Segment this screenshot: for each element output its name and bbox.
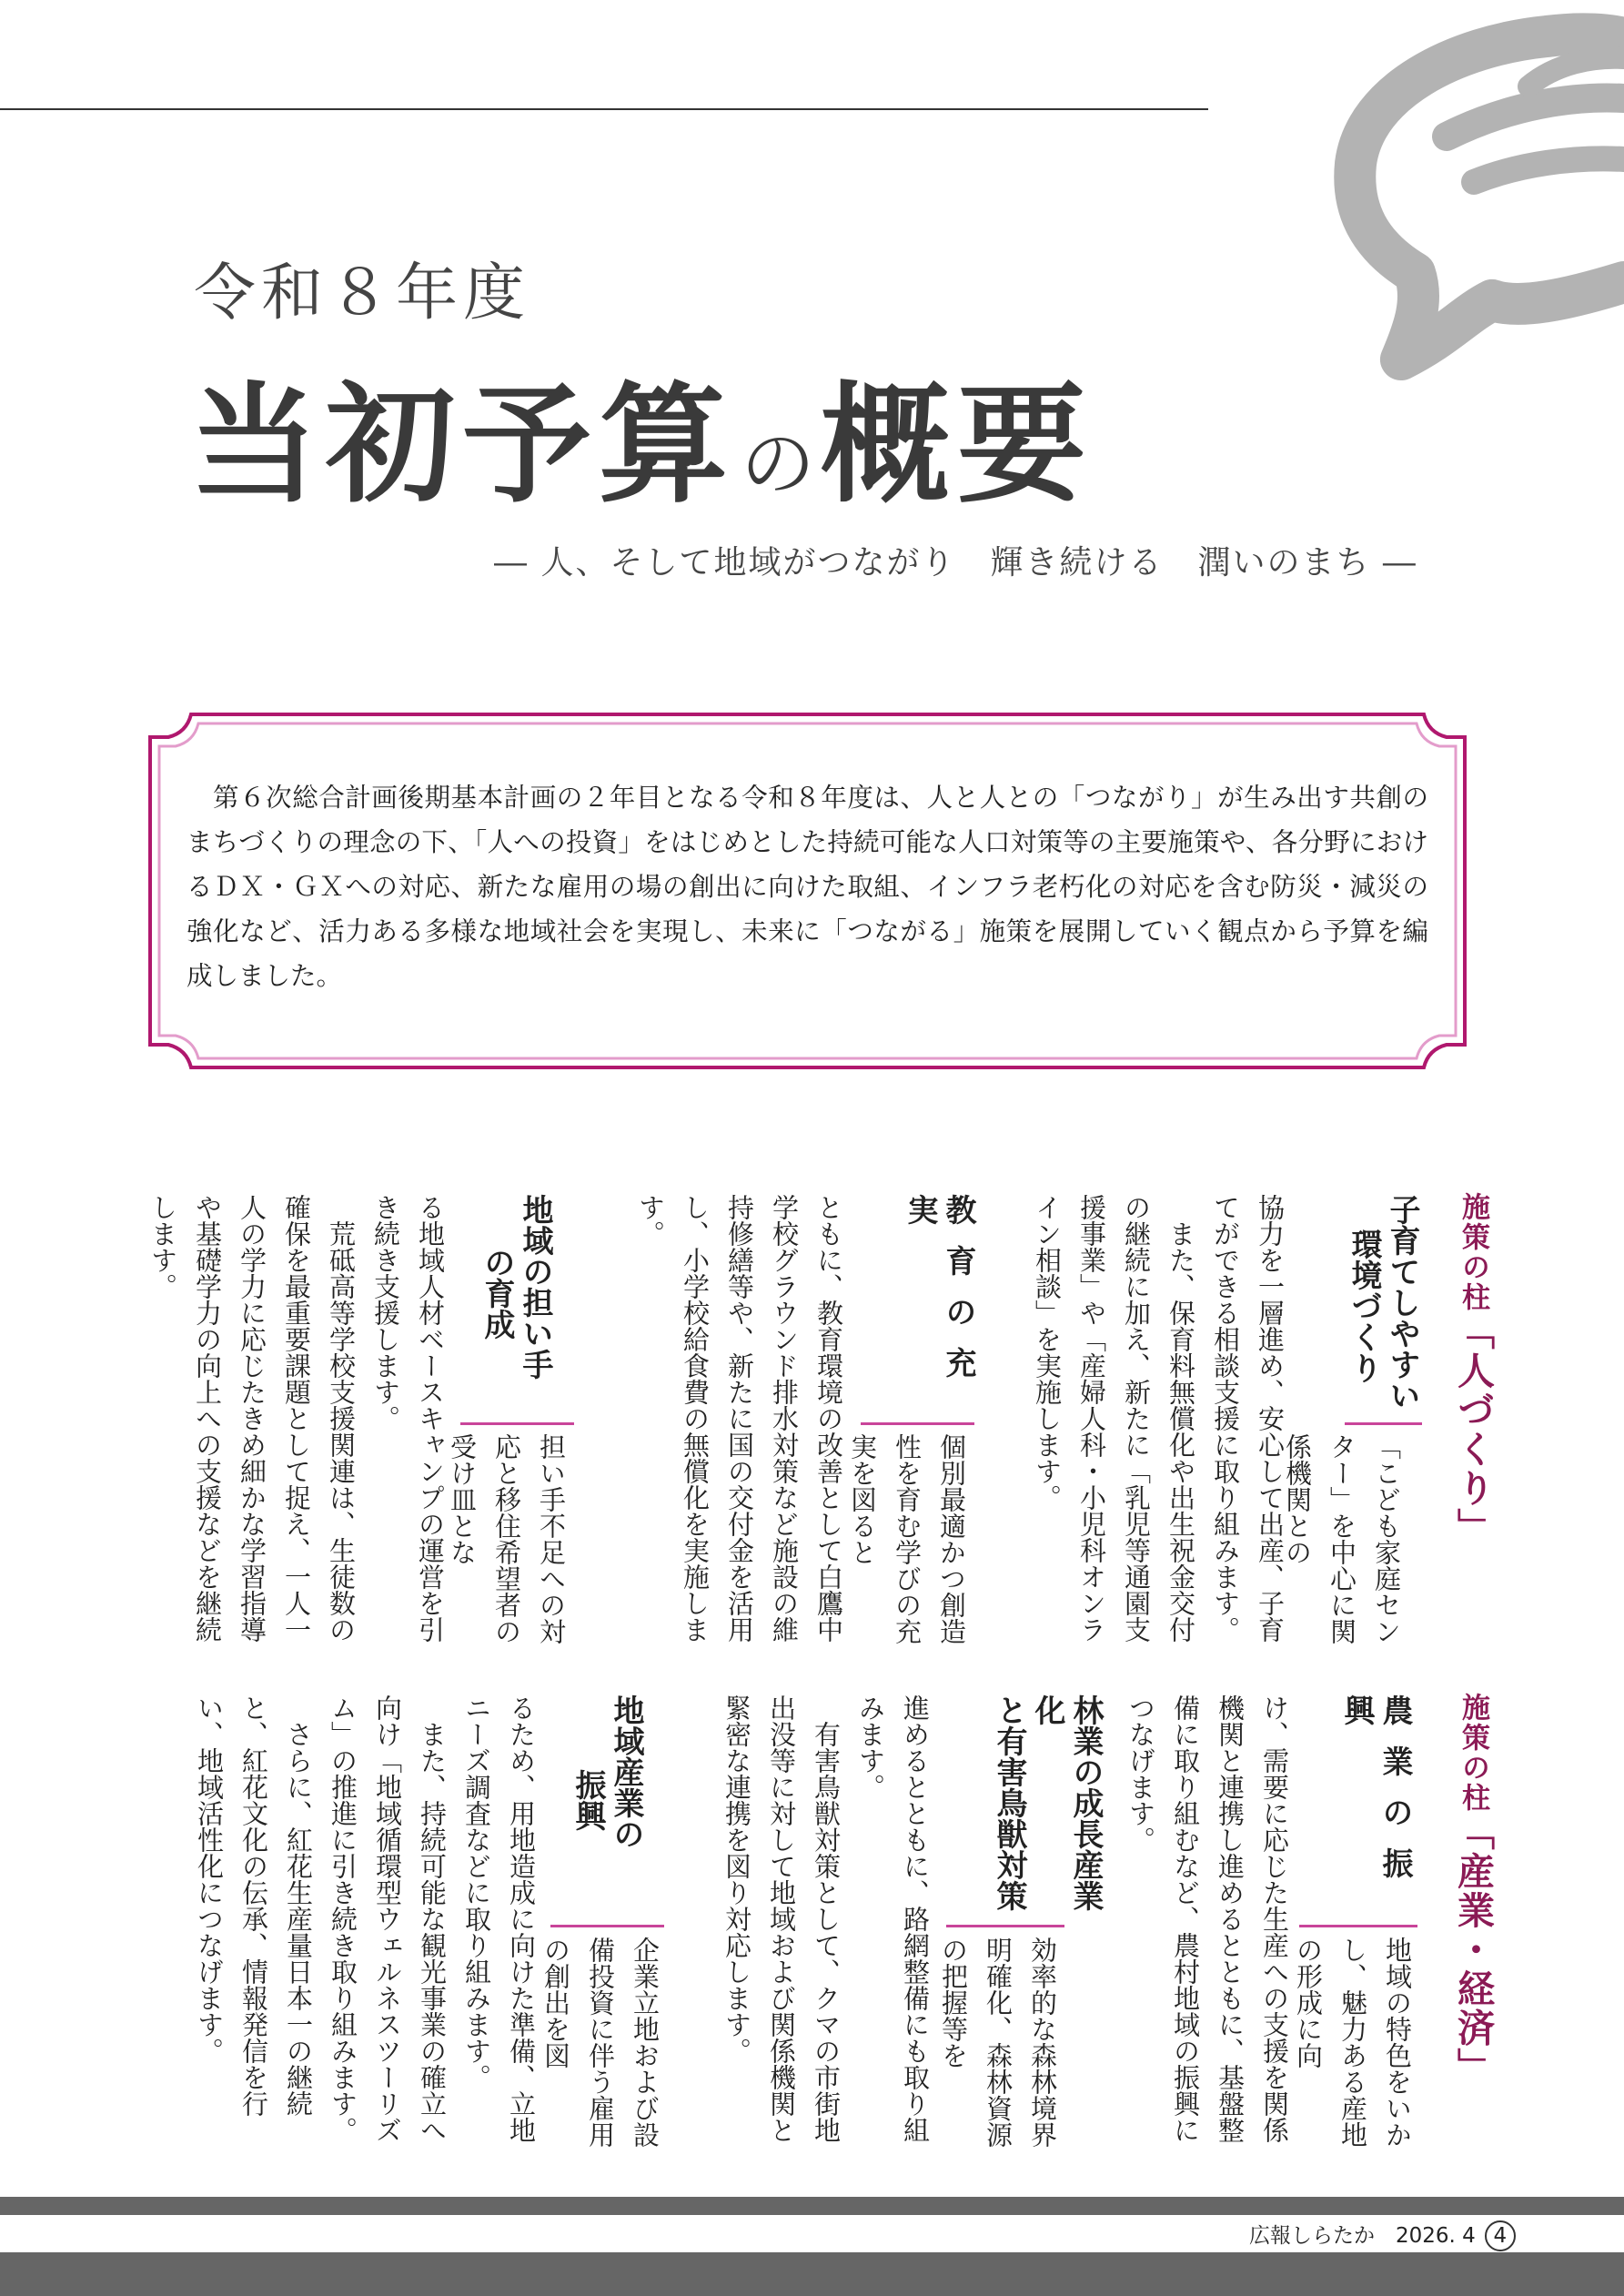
section-heading-forestry: 林業の成長産業化 と有害鳥獣対策 [991,1694,1104,1911]
section-heading-agriculture: 農業の振興 [1338,1694,1413,1898]
section-body-agriculture: け、需要に応じた生産への支援を関係機関と連携し進めるとともに、基盤整備に取り組むなど、農村地域の振興につなげます。 [1125,1694,1290,2143]
section-heading-childcare: 子育てしやすい 環境づくり [1346,1194,1420,1411]
section-lead-education: 個別最適かつ創造性を育む学びの充実を図ると [847,1433,967,1644]
section-lead-childcare: 「こども家庭センター」を中心に関係機関との [1282,1433,1402,1644]
title-part-a: 当初予算 [189,369,735,521]
pillar-2-title [1447,1693,1500,2087]
top-rule [0,108,1208,110]
page-footer [1249,2219,1516,2251]
title-particle: の [741,421,816,508]
section-body-forestry: 進めるとともに、路網整備にも取り組みます。 有害鳥獣対策として、クマの市街地出没等に対して地域および関係機関と緊密な連携を図り対応します。 [721,1694,931,2143]
intro-box [146,710,1469,1072]
pillar-1-title [1447,1192,1500,1547]
intro-text: 第６次総合計画後期基本計画の２年目となる令和８年度は、人と人との「つながり」が生み出す共創のまちづくりの理念の下、「人への投資」をはじめとした持続可能な人口対策等の主要施策や、各分野におけるＤＸ・ＧＸへの対応、新たな雇用の場の創出に向けた取組、インフラ老朽化の対応を含む防災・減災の強化など、活力ある多様な地域社会を実現し、未来に「つながる」施策を展開していく観点から予算を編成しました。 [187,783,1428,991]
pillar-2-name: 「産業・経済」 [1451,1813,1495,2087]
section-body-childcare: 協力を一層進め、安心して出産、子育てができる相談支援に取り組みます。 また、保育料無償化や出生祝金交付の継続に加え、新たに「乳児等通園支援事業」や「産婦人科・小児科オンライン相談」を実施します。 [1032,1194,1286,1643]
slogan-subtitle: ― 人、そして地域がつながり 輝き続ける 潤いのまち ― [494,544,1417,582]
section-lead-industry: 企業立地および設備投資に伴う雇用の創出を図 [540,1937,661,2148]
fiscal-year-heading: 令和８年度 [194,258,531,329]
section-body-industry: るため、用地造成に向けた準備、立地ニーズ調査などに取り組みます。 また、持続可能な観光事業の確立へ向け「地域循環型ウェルネスツーリズム」の推進に引き続き取り組みます。 さらに、紅花生産量日本一の継続と、紅花文化の伝承、情報発信を行い、地域活性化につなげます。 [194,1694,537,2143]
footer-bar-top [0,2197,1624,2215]
pillar-1-name: 「人づくり」 [1451,1312,1495,1547]
section-body-leaders: る地域人材ベースキャンプの運営を引き続き支援します。 荒砥高等学校支援関連は、生徒数の確保を最重要課題として捉え、一人一人の学力に応じたきめ細かな学習指導や基礎学力の向上への支援などを継続します。 [147,1194,446,1643]
heading-underline [861,1422,974,1425]
page-title [189,341,1094,527]
title-part-b: 概要 [821,369,1094,521]
heading-underline [460,1422,574,1425]
section-lead-agriculture: 地域の特色をいかし、魅力ある産地の形成に向 [1293,1937,1413,2148]
issue-date: 2026. 4 [1396,2224,1476,2248]
footer-bar-bottom [0,2252,1624,2296]
heading-underline [1345,1422,1422,1425]
pillar-2-label: 施策の柱 [1457,1693,1489,1813]
speech-bubble-logo [1219,0,1624,382]
pillar-1-label: 施策の柱 [1457,1192,1489,1312]
publication-name: 広報しらたか [1249,2224,1375,2248]
heading-underline [1299,1925,1417,1927]
section-heading-education: 教育の充実 [902,1194,976,1398]
section-lead-forestry: 効率的な森林境界明確化、森林資源の把握等を [938,1937,1058,2148]
heading-underline [550,1925,664,1927]
page-number: 4 [1485,2220,1516,2251]
section-heading-industry: 地域産業の 振興 [570,1694,644,1849]
section-heading-leaders: 地域の担い手 の育成 [479,1194,553,1380]
heading-underline [946,1925,1064,1927]
section-lead-leaders: 担い手不足への対応と移住希望者の受け皿とな [447,1433,567,1644]
section-body-education: ともに、教育環境の改善として白鷹中学校グラウンド排水対策など施設の維持修繕等や、新たに国の交付金を活用し、小学校給食費の無償化を実施します。 [635,1194,844,1643]
